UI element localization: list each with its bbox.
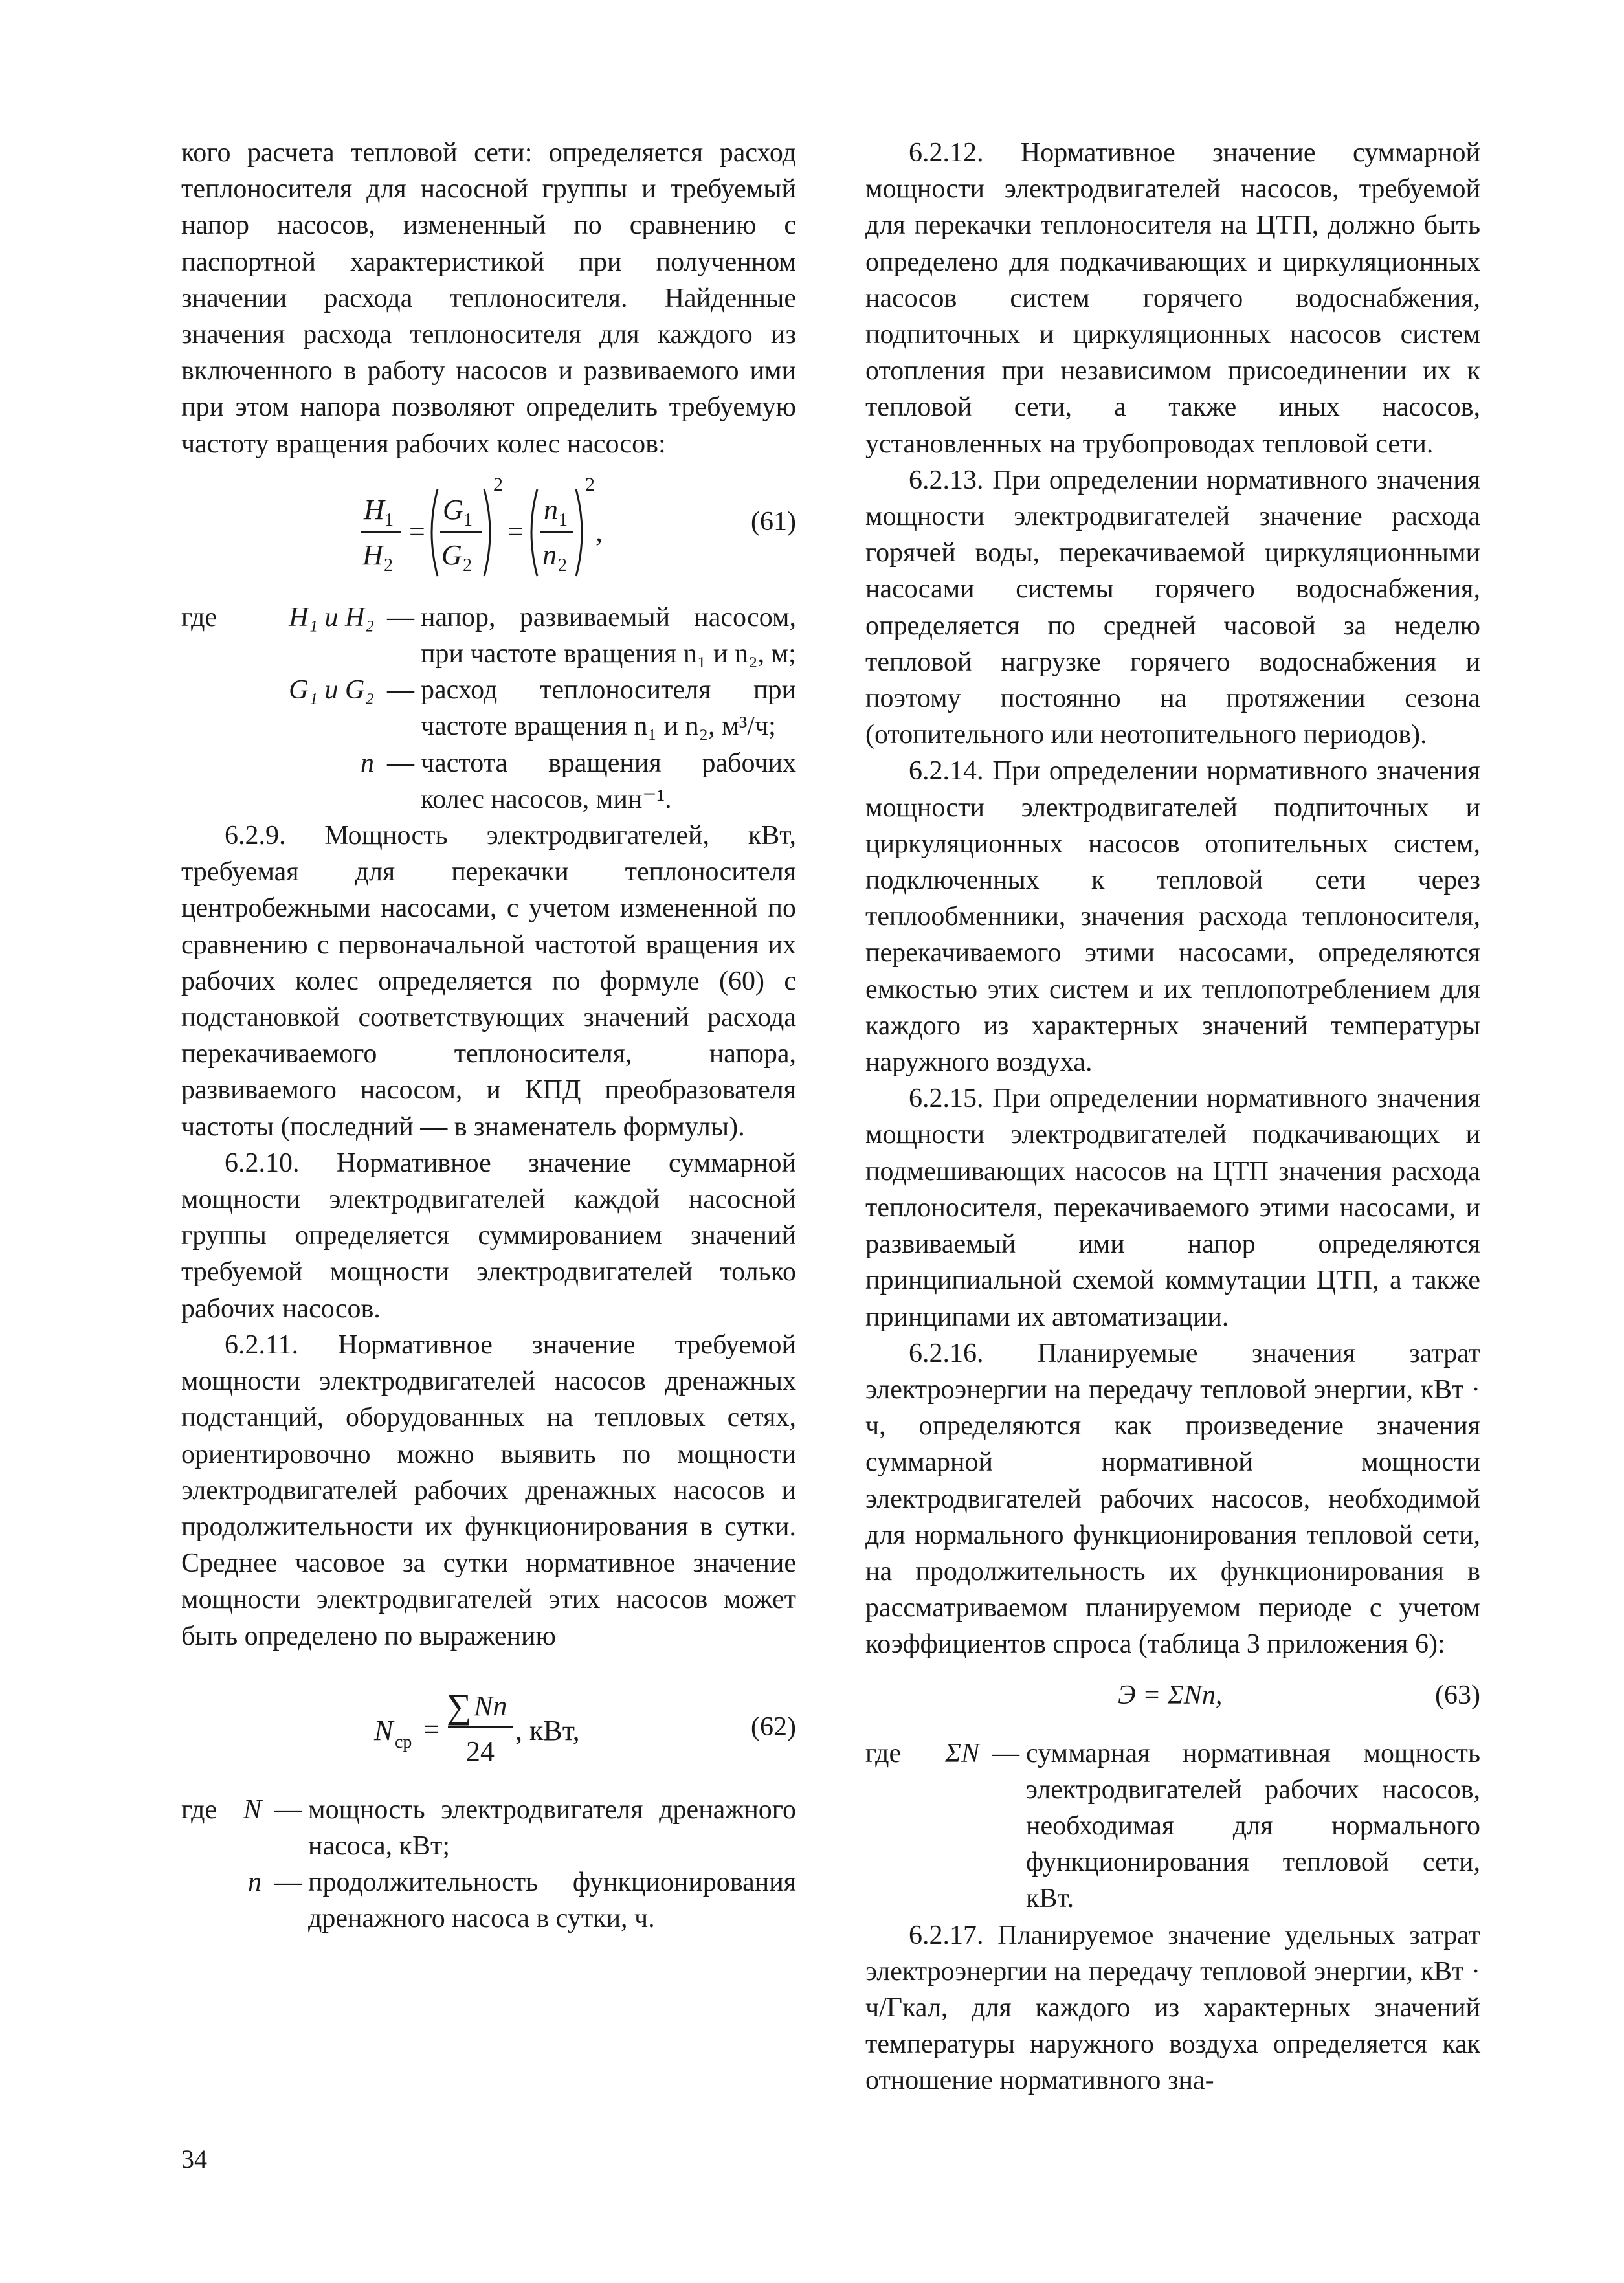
- definition-item: [181, 672, 796, 744]
- formula-comma: ,: [595, 515, 603, 548]
- equals-sign-1: =: [409, 515, 425, 548]
- subscript-n1: 1: [559, 509, 568, 530]
- definition-symbol: n: [248, 1867, 261, 1898]
- formula-63-expression: Э = ΣNn,: [1118, 1680, 1223, 1710]
- paragraph-6-2-16: 6.2.16. Планируемые значения затрат электроэнергии на передачу тепловой энергии, кВт · ч, определяются как произведение значения суммарной нормативной мощности электродвигателей рабочих насосов, необходимой для нормального функционирования тепловой сети, на продолжительность их функционирования в рассматриваемом планируемом периоде с учетом коэффициентов спроса (таблица 3 приложения 6):: [865, 1338, 1480, 1660]
- symbol-h1: H: [364, 493, 384, 526]
- sigma-sign: ∑: [447, 1686, 472, 1726]
- where-label: где: [181, 1794, 217, 1825]
- unit-kw: , кВт,: [515, 1714, 580, 1746]
- subscript-g2: 2: [463, 555, 472, 575]
- definition-symbol: где ΣN: [865, 1735, 986, 1772]
- symbol-h2: H: [362, 539, 383, 571]
- symbol-g1: G: [443, 493, 463, 526]
- definition-item: [865, 1735, 1480, 1917]
- definition-item: [181, 599, 796, 672]
- paragraph-6-2-13: 6.2.13. При определении нормативного значения мощности электродвигателей значение расхода горячей воды, перекачиваемой циркуляционными насосами системы горячего водоснабжения, определяется по средней часовой за неделю тепловой нагрузке горячего водоснабжения и поэтому постоянно на протяжении сезона (отопительного или неотопительного периодов).: [865, 465, 1480, 750]
- left-paren-g: [432, 489, 438, 576]
- em-dash: —: [274, 1794, 302, 1825]
- equation-number-63: (63): [1435, 1680, 1480, 1710]
- definitions-61: [181, 599, 796, 818]
- paragraph-6-2-15: 6.2.15. При определении нормативного значения мощности электродвигателей подкачивающих и подмешивающих насосов на ЦТП значения расхода теплоносителя, перекачиваемого этими насосами, и развиваемый ими напор определяются принципиальной схемой коммутации ЦТП, а также принципами их автоматизации.: [865, 1084, 1480, 1332]
- symbol-n1: n: [544, 493, 558, 526]
- left-paren-n: [531, 489, 537, 576]
- definition-item: [181, 745, 796, 818]
- power-2-b: 2: [585, 473, 595, 495]
- definition-text: напор, развиваемый насосом, при частоте вращения n₁ и n₂, м;: [421, 602, 796, 669]
- subscript-n2: 2: [558, 555, 567, 575]
- symbol-n2: n: [542, 539, 557, 571]
- equation-number-61: (61): [751, 506, 796, 537]
- paragraph-6-2-12: 6.2.12. Нормативное значение суммарной мощности электродвигателей насосов, требуемой для перекачки теплоносителя на ЦТП, должно быть определено для подкачивающих и циркуляционных насосов систем горячего водоснабжения, подпиточных и циркуляционных насосов систем отопления при независимом присоединении их к тепловой сети, а также иных насосов, установленных на трубопроводах тепловой сети.: [865, 138, 1480, 459]
- definition-symbol: n: [361, 748, 374, 778]
- paragraph-6-2-14: 6.2.14. При определении нормативного значения мощности электродвигателей подпиточных и циркуляционных насосов отопительных систем, подключенных к тепловой сети через теплообменники, значения расхода теплоносителя, перекачиваемого этими насосами, определяются емкостью этих систем и их теплопотреблением для каждого из характерных значений температуры наружного воздуха.: [865, 756, 1480, 1078]
- symbol-g2: G: [441, 539, 462, 571]
- definitions-63: [865, 1735, 1480, 1917]
- right-column: [865, 135, 1480, 2099]
- subscript-g1: 1: [463, 509, 473, 530]
- definition-symbol: где N: [181, 1792, 268, 1828]
- equation-number-62: (62): [751, 1711, 796, 1742]
- left-column: [181, 135, 796, 1937]
- paragraph-6-2-9: 6.2.9. Мощность электродвигателей, кВт, требуемая для перекачки теплоносителя центробежными насосами, с учетом измененной по сравнению с первоначальной частотой вращения их рабочих колес определяется по формуле (60) с подстановкой соответствующих значений расхода перекачиваемого теплоносителя, напора, развиваемого насосом, и КПД преобразователя частоты (последний — в знаменатель формулы).: [181, 821, 796, 1142]
- subscript-2: 2: [384, 555, 393, 575]
- formula-62-graphic: [369, 1654, 641, 1792]
- page-number: 34: [181, 2144, 207, 2174]
- definition-text: мощность электродвигателя дренажного насоса, кВт;: [308, 1794, 796, 1861]
- right-paren-n: [576, 489, 582, 576]
- definition-symbol: где H₁ и H₂: [181, 599, 381, 636]
- definition-text: продолжительность функционирования дренажного насоса в сутки, ч.: [308, 1867, 796, 1934]
- paragraph-6-2-11: 6.2.11. Нормативное значение требуемой мощности электродвигателей насосов дренажных подстанций, оборудованных на тепловых сетях, ориентировочно можно выявить по мощности электродвигателей рабочих дренажных насосов и продолжительности их функционирования в сутки. Среднее часовое за сутки нормативное значение мощности электродвигателей этих насосов может быть определено по выражению: [181, 1330, 796, 1651]
- paragraph-continuation: кого расчета тепловой сети: определяется расход теплоносителя для насосной группы и требуемый напор насосов, измененный по сравнению с паспортной характеристикой при полученном значении расхода теплоносителя. Найденные значения расхода теплоносителя для каждого из включенного в работу насосов и развиваемого ими при этом напора позволяют определить требуемую частоту вращения рабочих колес насосов:: [181, 138, 796, 459]
- where-label: где: [181, 602, 217, 632]
- where-label: где: [865, 1738, 902, 1768]
- denominator-24: 24: [466, 1735, 495, 1767]
- em-dash: —: [274, 1867, 302, 1898]
- definition-text: расход теплоносителя при частоте вращения n₁ и n₂, м³/ч;: [421, 675, 796, 742]
- em-dash: —: [387, 748, 414, 778]
- symbol-n-avg: N: [374, 1714, 394, 1746]
- power-2-a: 2: [493, 473, 503, 495]
- formula-61: [181, 462, 796, 599]
- em-dash: —: [992, 1738, 1019, 1768]
- definition-text: суммарная нормативная мощность электродвигателей рабочих насосов, необходимая для нормального функционирования тепловой сети, кВт.: [1026, 1738, 1480, 1914]
- paragraph-6-2-10: 6.2.10. Нормативное значение суммарной мощности электродвигателей каждой насосной группы определяется суммированием значений требуемой мощности электродвигателей только рабочих насосов.: [181, 1148, 796, 1324]
- formula-61-graphic: [355, 462, 678, 599]
- subscript-sr: ср: [395, 1732, 412, 1752]
- right-paren-g: [484, 489, 490, 576]
- definition-item: [181, 1792, 796, 1864]
- equals-sign-2: =: [507, 515, 524, 548]
- definition-item: [181, 1864, 796, 1937]
- formula-62: [181, 1654, 796, 1792]
- paragraph-6-2-17: 6.2.17. Планируемое значение удельных затрат электроэнергии на передачу тепловой энергии, кВт · ч/Гкал, для каждого из характерных значений температуры наружного воздуха определяется как отношение нормативного зна-: [865, 1920, 1480, 2096]
- definition-symbol: G₁ и G₂: [289, 675, 374, 706]
- em-dash: —: [387, 675, 414, 706]
- symbol-nn: Nn: [474, 1689, 507, 1722]
- equals-sign: =: [423, 1713, 439, 1745]
- definitions-62: [181, 1792, 796, 1937]
- subscript-1: 1: [384, 509, 394, 530]
- definition-text: частота вращения рабочих колес насосов, мин⁻¹.: [421, 748, 796, 814]
- formula-63: [865, 1663, 1480, 1735]
- em-dash: —: [387, 602, 414, 632]
